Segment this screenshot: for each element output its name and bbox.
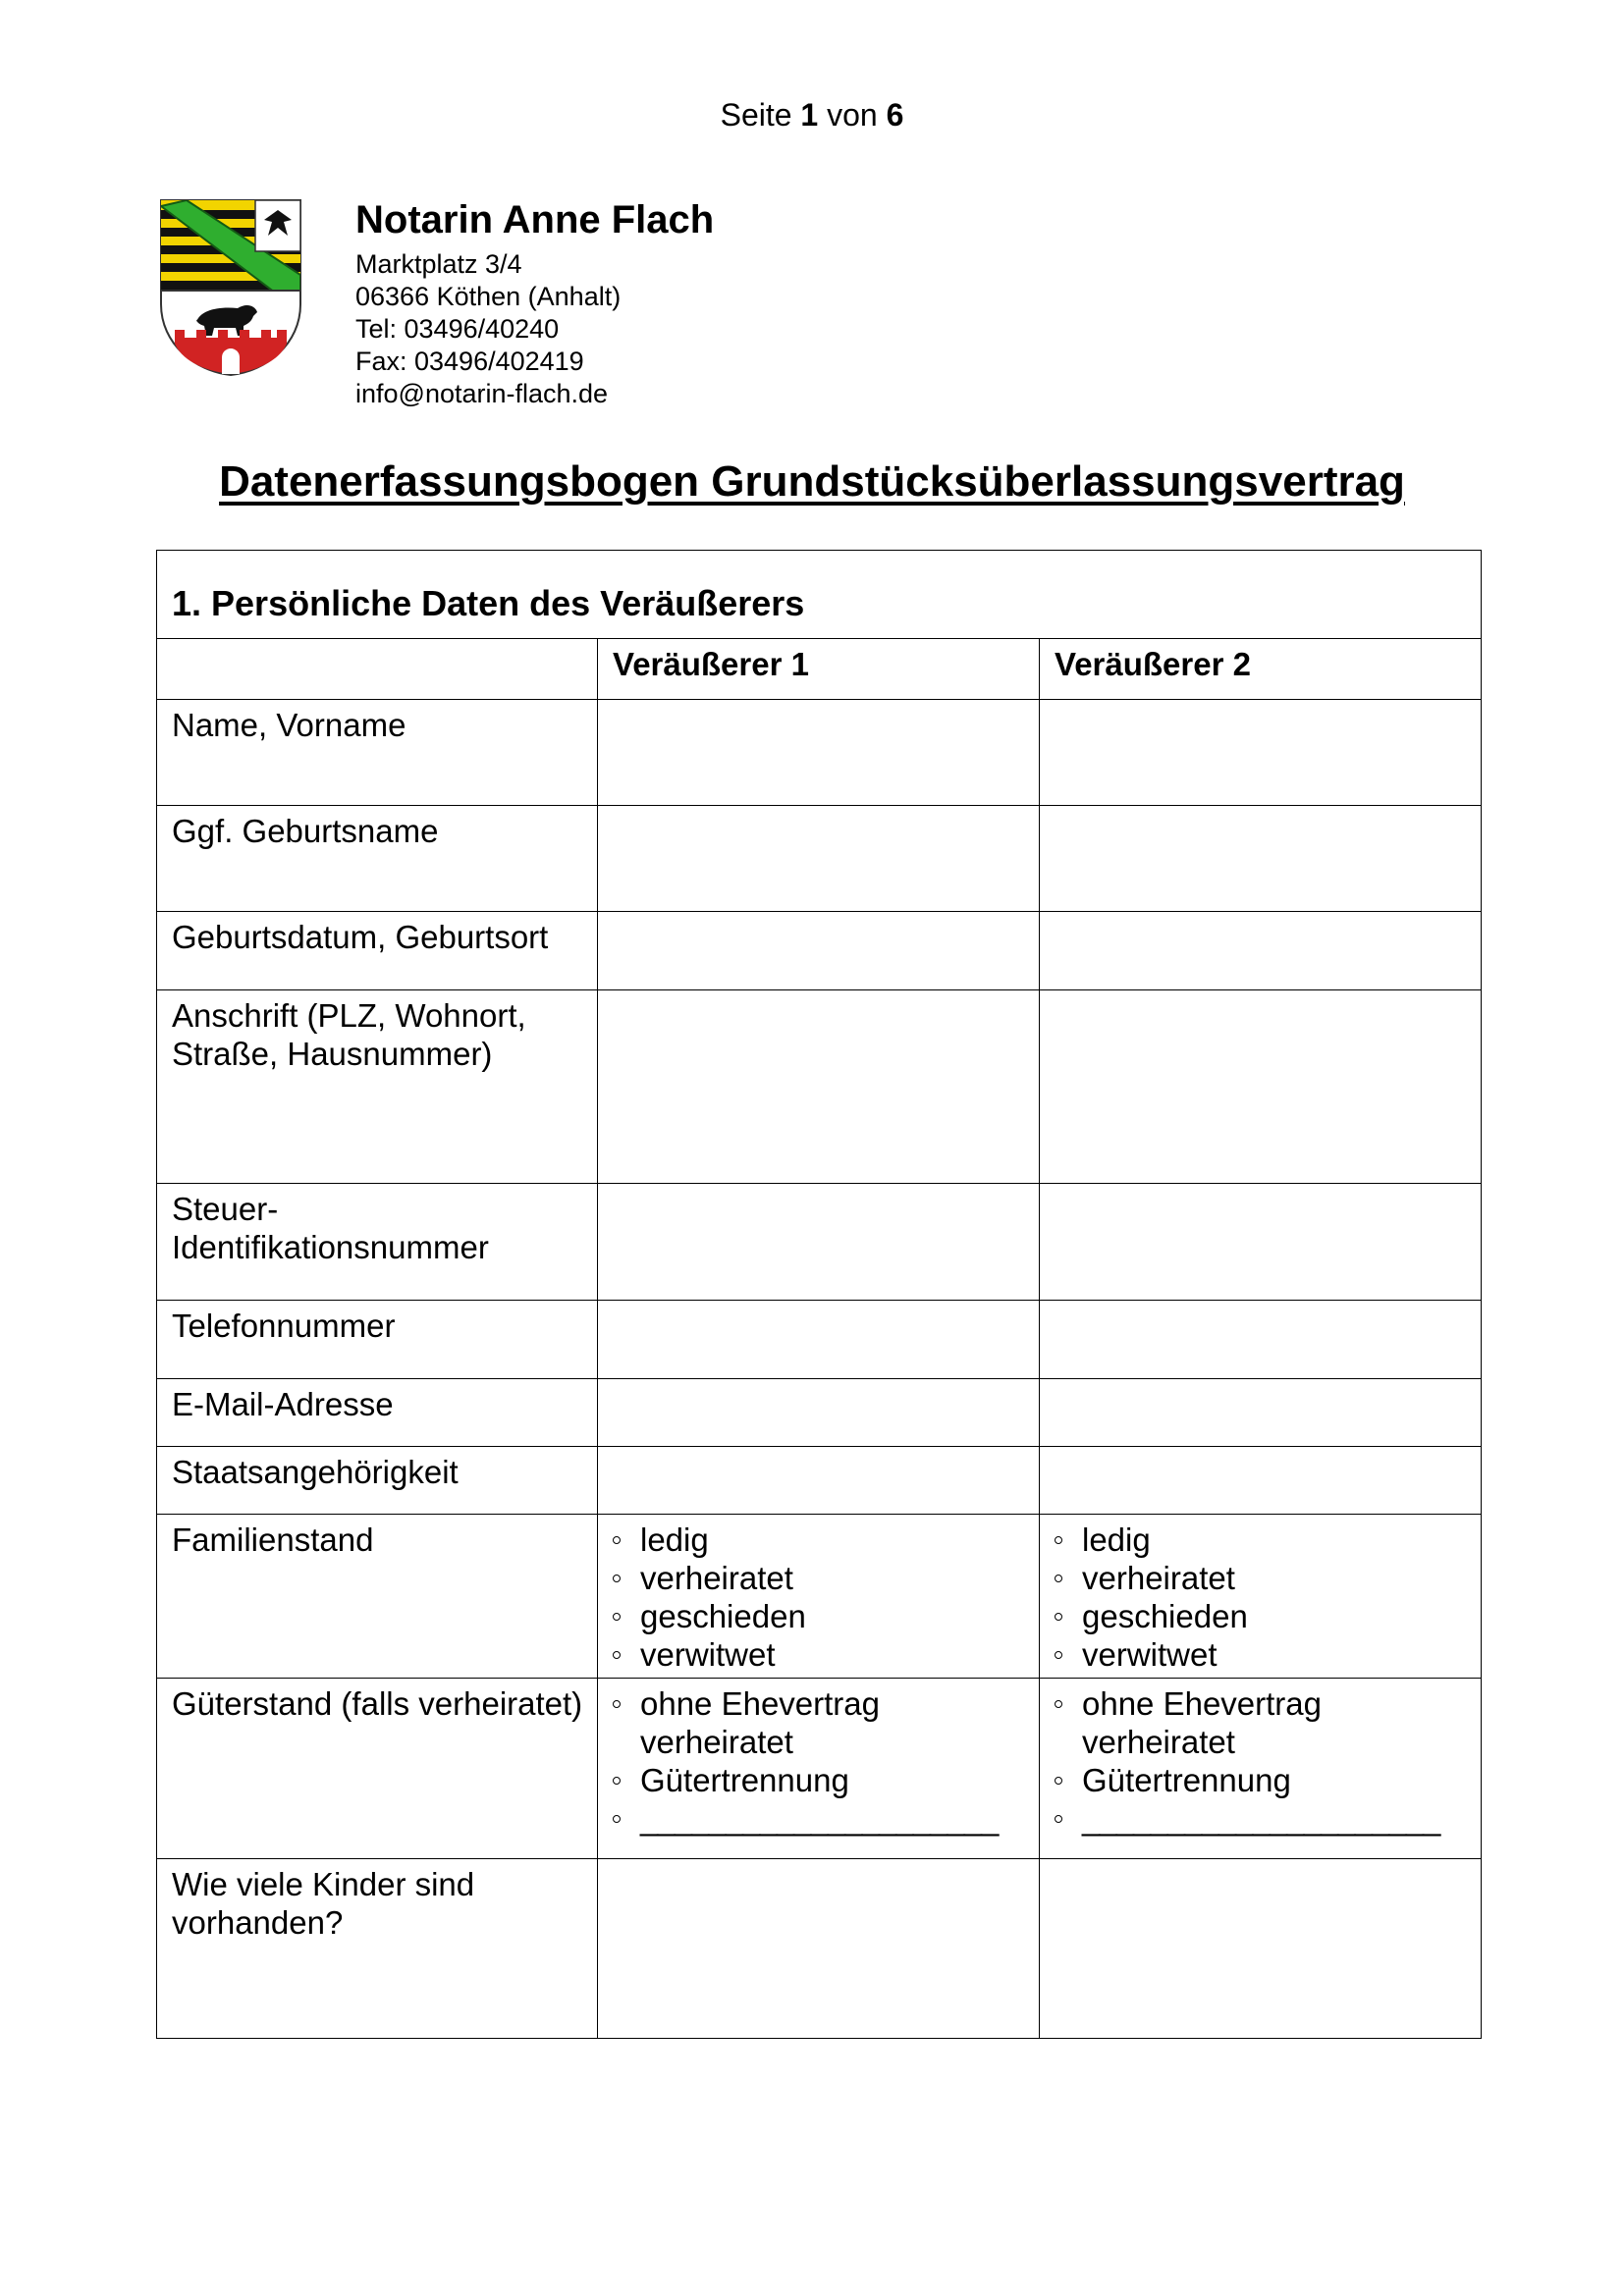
option-label: ohne Ehevertrag verheiratet	[640, 1685, 881, 1760]
input-nationality-seller-1[interactable]	[598, 1447, 1040, 1515]
radio-circle-icon	[613, 1815, 621, 1823]
notary-phone: Tel: 03496/40240	[355, 314, 560, 344]
page-counter-prefix: Seite	[720, 97, 792, 133]
radio-circle-icon	[613, 1575, 621, 1582]
row-label-birth-name: Ggf. Geburtsname	[157, 806, 598, 912]
radio-circle-icon	[1055, 1777, 1062, 1785]
radio-circle-icon	[1055, 1815, 1062, 1823]
option-geschieden[interactable]	[613, 1597, 1025, 1635]
marital-status-options-seller-2	[1040, 1515, 1482, 1679]
notary-fax: Fax: 03496/402419	[355, 347, 584, 376]
option-verwitwet[interactable]	[1055, 1635, 1467, 1674]
input-birth-date-seller-2[interactable]	[1040, 912, 1482, 990]
option-ledig[interactable]	[613, 1521, 1025, 1559]
option-verheiratet[interactable]	[613, 1559, 1025, 1597]
notary-name: Notarin Anne Flach	[355, 198, 715, 241]
page-counter-middle: von	[827, 97, 878, 133]
option-label: geschieden	[1082, 1598, 1248, 1634]
row-label-nationality: Staatsangehörigkeit	[157, 1447, 598, 1515]
coat-of-arms-icon	[157, 196, 304, 378]
input-birth-name-seller-1[interactable]	[598, 806, 1040, 912]
option-guetertrennung[interactable]	[1055, 1761, 1467, 1799]
notary-street: Marktplatz 3/4	[355, 249, 522, 279]
row-label-phone: Telefonnummer	[157, 1301, 598, 1379]
row-label-marital-property: Güterstand (falls verheiratet)	[157, 1679, 598, 1859]
section-heading: 1. Persönliche Daten des Veräußerers	[157, 551, 1482, 639]
row-label-email: E-Mail-Adresse	[157, 1379, 598, 1447]
row-label-birth-date-place: Geburtsdatum, Geburtsort	[157, 912, 598, 990]
page-counter	[0, 97, 1624, 133]
option-blank-line: _____________________	[1082, 1800, 1440, 1837]
radio-circle-icon	[1055, 1536, 1062, 1544]
input-email-seller-1[interactable]	[598, 1379, 1040, 1447]
input-tax-id-seller-1[interactable]	[598, 1184, 1040, 1301]
radio-circle-icon	[613, 1651, 621, 1659]
notary-address-block	[355, 196, 714, 410]
input-address-seller-1[interactable]	[598, 990, 1040, 1184]
marital-status-options-seller-1	[598, 1515, 1040, 1679]
column-header-seller-2: Veräußerer 2	[1040, 639, 1482, 700]
row-label-name: Name, Vorname	[157, 700, 598, 806]
option-label: Gütertrennung	[640, 1762, 849, 1798]
input-phone-seller-1[interactable]	[598, 1301, 1040, 1379]
notary-city: 06366 Köthen (Anhalt)	[355, 282, 622, 311]
input-tax-id-seller-2[interactable]	[1040, 1184, 1482, 1301]
document-title: Datenerfassungsbogen Grundstücksüberlassungsvertrag	[219, 457, 1405, 506]
radio-circle-icon	[613, 1777, 621, 1785]
radio-circle-icon	[1055, 1575, 1062, 1582]
option-other-blank[interactable]	[613, 1799, 1025, 1838]
option-geschieden[interactable]	[1055, 1597, 1467, 1635]
option-verwitwet[interactable]	[613, 1635, 1025, 1674]
radio-circle-icon	[1055, 1700, 1062, 1708]
input-address-seller-2[interactable]	[1040, 990, 1482, 1184]
notary-email: info@notarin-flach.de	[355, 379, 609, 408]
row-label-address: Anschrift (PLZ, Wohnort, Straße, Hausnummer)	[157, 990, 598, 1184]
input-name-seller-2[interactable]	[1040, 700, 1482, 806]
option-label: verheiratet	[1082, 1560, 1235, 1596]
option-label: ledig	[1082, 1522, 1151, 1558]
input-email-seller-2[interactable]	[1040, 1379, 1482, 1447]
radio-circle-icon	[1055, 1613, 1062, 1621]
input-children-seller-1[interactable]	[598, 1859, 1040, 2039]
page-total: 6	[886, 97, 904, 133]
option-blank-line: _____________________	[640, 1800, 999, 1837]
input-name-seller-1[interactable]	[598, 700, 1040, 806]
radio-circle-icon	[1055, 1651, 1062, 1659]
marital-property-options-seller-2	[1040, 1679, 1482, 1859]
radio-circle-icon	[613, 1613, 621, 1621]
row-label-tax-id: Steuer-Identifikationsnummer	[157, 1184, 598, 1301]
row-label-children: Wie viele Kinder sind vorhanden?	[157, 1859, 598, 2039]
option-label: ohne Ehevertrag verheiratet	[1082, 1685, 1323, 1760]
row-label-marital-status: Familienstand	[157, 1515, 598, 1679]
option-other-blank[interactable]	[1055, 1799, 1467, 1838]
option-ohne-ehevertrag[interactable]	[613, 1684, 1025, 1761]
radio-circle-icon	[613, 1536, 621, 1544]
option-ohne-ehevertrag[interactable]	[1055, 1684, 1467, 1761]
marital-property-options-seller-1	[598, 1679, 1040, 1859]
option-guetertrennung[interactable]	[613, 1761, 1025, 1799]
option-label: verwitwet	[640, 1636, 776, 1673]
column-header-seller-1: Veräußerer 1	[598, 639, 1040, 700]
option-label: ledig	[640, 1522, 709, 1558]
option-label: geschieden	[640, 1598, 806, 1634]
radio-circle-icon	[613, 1700, 621, 1708]
input-children-seller-2[interactable]	[1040, 1859, 1482, 2039]
option-label: verheiratet	[640, 1560, 793, 1596]
input-birth-date-seller-1[interactable]	[598, 912, 1040, 990]
input-phone-seller-2[interactable]	[1040, 1301, 1482, 1379]
input-nationality-seller-2[interactable]	[1040, 1447, 1482, 1515]
seller-data-form	[156, 550, 1482, 2039]
header-empty-cell	[157, 639, 598, 700]
option-label: Gütertrennung	[1082, 1762, 1291, 1798]
option-label: verwitwet	[1082, 1636, 1218, 1673]
option-verheiratet[interactable]	[1055, 1559, 1467, 1597]
input-birth-name-seller-2[interactable]	[1040, 806, 1482, 912]
option-ledig[interactable]	[1055, 1521, 1467, 1559]
page-current: 1	[800, 97, 819, 133]
